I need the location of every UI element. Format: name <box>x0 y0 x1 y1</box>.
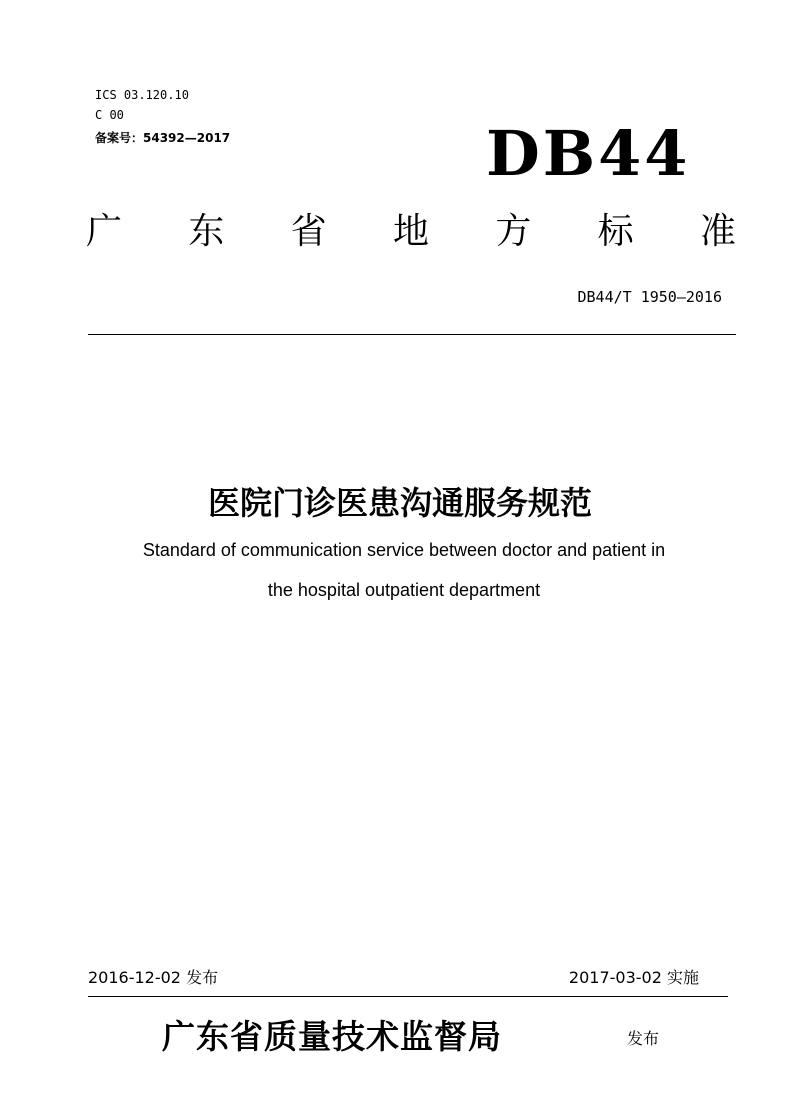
title-english-line2: the hospital outpatient department <box>267 580 541 600</box>
title-english-line1: Standard of communication service between doctor and patient in <box>142 540 666 560</box>
issue-label: 发布 <box>627 1029 660 1048</box>
standard-type-char: 省 <box>290 211 327 252</box>
publish-date: 2016-12-02 发布 <box>88 968 219 987</box>
ics-code: ICS 03.120.10 <box>95 88 189 102</box>
standard-type-char: 地 <box>392 211 429 252</box>
standard-type-char: 东 <box>188 211 225 252</box>
title-chinese: 医院门诊医患沟通服务规范 <box>207 484 592 522</box>
standard-number: DB44/T 1950—2016 <box>577 288 722 306</box>
db44-logo: DB44 <box>486 117 691 190</box>
top-divider <box>88 334 736 335</box>
issuer-name: 广东省质量技术监督局 <box>162 1017 502 1056</box>
standard-type-char: 标 <box>597 211 634 252</box>
implement-date: 2017-03-02 实施 <box>568 968 699 987</box>
standard-type-char: 广 <box>86 211 123 252</box>
standard-type-char: 准 <box>699 211 736 252</box>
ccs-code: C 00 <box>95 108 124 122</box>
standard-type-char: 方 <box>495 211 532 252</box>
standard-type <box>86 210 736 254</box>
record-number: 备案号：54392—2017 <box>95 131 231 145</box>
bottom-divider <box>88 996 728 997</box>
